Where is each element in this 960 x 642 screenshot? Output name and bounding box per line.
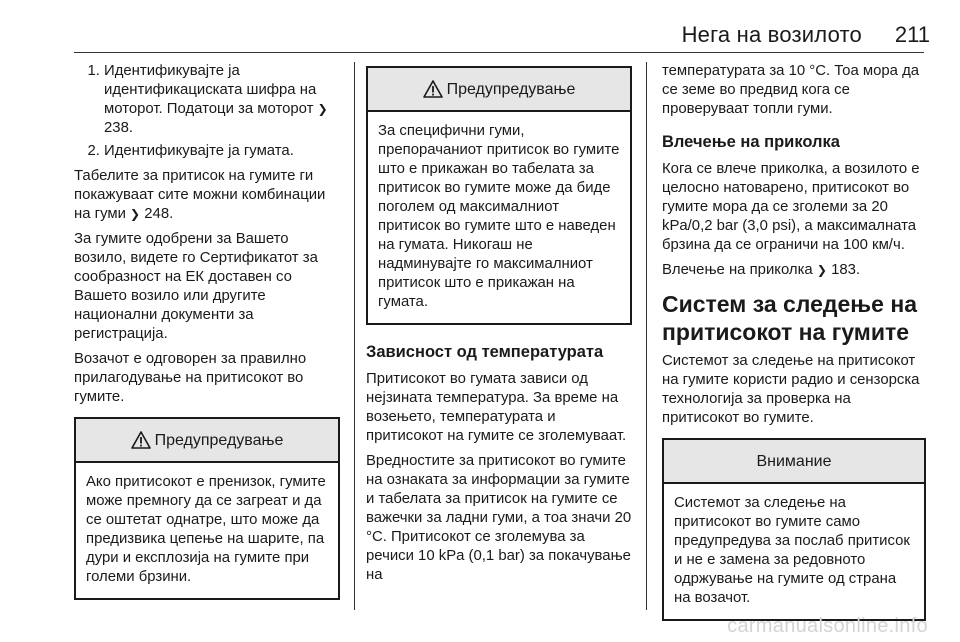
warning-triangle-icon [423,80,443,98]
warning-box-header [76,419,338,463]
warning-triangle-icon [131,431,151,449]
page-ref-link[interactable]: 238. [104,120,133,136]
section-heading: Влечење на приколка [662,133,840,151]
warning-text: За специфични гуми, препорачаниот притисок во гумите што е прикажан во табелата за притисок во гумите може да биде поголем од максималниот притисок во гумите што е наведен на гумата. Никогаш не надминувајте го максималниот притисок што е прикажан на гумата. [378,123,620,310]
warning-box [74,417,340,600]
paragraph: Возачот е одговорен за правилно прилагодување на притисокот во гумите. [74,351,307,405]
page-ref-link[interactable]: 248. [144,206,174,222]
page-ref-link[interactable]: 183. [831,262,861,278]
warning-text: Ако притисокот е пренизок, гумите може премногу да се загреат и да се оштетат однатре, што може да предизвика цепење на шарите, па дури и експлозија на гумите при големи брзини. [86,474,326,585]
paragraph: За гумите одобрени за Вашето возило, видете го Сертификатот за сообразност на ЕК доставен со Вашето возило или другите национални документи за регистрација. [74,231,318,342]
column-divider [646,62,647,610]
warning-box [366,66,632,325]
chapter-heading: Систем за следење на притисокот на гумите [662,291,917,345]
warning-box-header [368,68,630,112]
paragraph: температурата за 10 °C. Тоа мора да се земе во предвид кога се проверуваат топли гуми. [662,63,920,117]
paragraph: Табелите за притисок на гумите ги покажуваат сите можни комбинации на гуми ❯ 248. [74,168,326,222]
paragraph: Влечење на приколка ❯ 183. [662,262,861,278]
list-item: 2. Идентификувајте ја гумата. [104,142,340,161]
column-right [662,62,926,621]
warning-title: Предупредување [446,80,576,98]
section-heading: Зависност од температурата [366,343,604,361]
paragraph: Кога се влече приколка, а возилото е целосно натоварено, притисокот во гумите мора да се зголеми за 20 kPa/0,2 bar (3,0 psi), а максималната брзина да се ограничи на 100 км/ч. [662,161,920,253]
xref-icon: ❯ [816,263,827,277]
watermark: carmanualsonline.info [727,615,928,637]
column-divider [354,62,355,610]
notice-text: Системот за следење на притисокот во гумите само предупредува за послаб притисок и не е замена за редовното одржување на гумите од страна на возачот. [674,495,910,606]
page-header-title: Нега на возилото [681,22,862,47]
list-item: 1. Идентификувајте ја идентификациската шифра на моторот. Податоци за моторот ❯ 238. [104,62,340,138]
header-rule [74,52,924,53]
column-middle [366,62,632,591]
paragraph: Притисокот во гумата зависи од нејзината температура. За време на возењето, температурата и притисокот на гумите се зголемуваат. [366,371,627,444]
notice-box [662,438,926,621]
page-number: 211 [894,22,930,47]
notice-title: Внимание [756,452,832,470]
xref-icon: ❯ [130,207,141,221]
warning-title: Предупредување [154,431,284,449]
paragraph: Системот за следење на притисокот на гумите користи радио и сензорска технологија за проверка на притисокот во гумите. [662,353,920,426]
xref-icon: ❯ [317,102,328,116]
paragraph: Вредностите за притисокот во гумите на ознаката за информации за гумите и табелата за притисок на гумите се важечки за ладни гуми, а тоа значи 20 °C. Притисокот се зголемува за речиси 10 kPa (0,1 bar) за покачување на [366,453,632,583]
numbered-list [74,62,340,161]
notice-box-header [664,440,924,484]
column-left [74,62,340,600]
